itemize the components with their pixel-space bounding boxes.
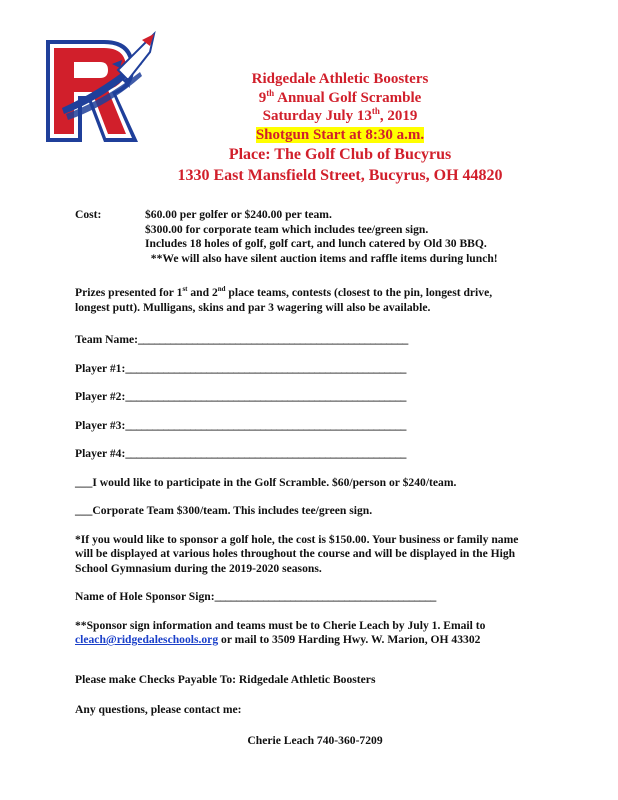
field-label: Team Name: bbox=[75, 333, 139, 346]
sponsor-paragraph bbox=[75, 533, 555, 577]
date-suffix: th bbox=[371, 106, 380, 116]
option-blank[interactable]: ___ bbox=[75, 475, 93, 489]
option-text: Corporate Team $300/team. This includes tee/green sign. bbox=[92, 504, 373, 517]
cost-line: Includes 18 holes of golf, golf cart, and lunch catered by Old 30 BBQ. bbox=[145, 237, 487, 250]
field-blank[interactable]: ____________________________________________________ bbox=[125, 447, 406, 460]
field-blank[interactable]: __________________________________________________ bbox=[138, 333, 408, 346]
annual-suffix: th bbox=[266, 87, 275, 98]
field-blank[interactable]: ____________________________________________________ bbox=[125, 418, 406, 432]
cost-line: $60.00 per golfer or $240.00 per team. bbox=[145, 208, 332, 221]
annual-number: 9 bbox=[258, 89, 267, 106]
sponsor-line: will be displayed at various holes throughout the course and will be displayed in the High bbox=[75, 547, 516, 560]
event-address: 1330 East Mansfield Street, Bucyrus, OH 44820 bbox=[177, 167, 503, 184]
cost-line: $300.00 for corporate team which includes tee/green sign. bbox=[145, 222, 429, 236]
player-3-field[interactable] bbox=[75, 419, 555, 434]
player-2-field[interactable] bbox=[75, 390, 555, 405]
option-participate[interactable] bbox=[75, 476, 555, 491]
hole-sponsor-field[interactable] bbox=[75, 590, 555, 605]
annual-title: Annual Golf Scramble bbox=[274, 89, 422, 106]
cost-line: **We will also have silent auction items and raffle items during lunch! bbox=[145, 251, 498, 265]
event-date bbox=[150, 107, 530, 126]
option-text: I would like to participate in the Golf Scramble. $60/person or $240/team. bbox=[92, 475, 457, 489]
option-blank[interactable]: ___ bbox=[75, 504, 93, 517]
deadline-line: **Sponsor sign information and teams must be to Cherie Leach by July 1. Email to bbox=[75, 618, 486, 632]
field-blank[interactable]: ____________________________________________________ bbox=[125, 361, 406, 375]
contact-name-phone: Cherie Leach 740-360-7209 bbox=[247, 733, 383, 747]
field-label: Name of Hole Sponsor Sign: bbox=[75, 590, 215, 603]
event-place: Place: The Golf Club of Bucyrus bbox=[228, 146, 452, 163]
deadline-paragraph bbox=[75, 619, 555, 648]
prizes-text-mid: and 2 bbox=[187, 286, 218, 299]
form-body bbox=[75, 208, 555, 748]
org-name: Ridgedale Athletic Boosters bbox=[251, 71, 429, 87]
cost-section bbox=[75, 208, 555, 266]
mail-address: or mail to 3509 Harding Hwy. W. Marion, OH 43302 bbox=[218, 633, 481, 646]
prizes-line-2: longest putt). Mulligans, skins and par 3 wagering will also be available. bbox=[75, 300, 431, 314]
cost-label: Cost: bbox=[75, 208, 102, 221]
field-label: Player #3: bbox=[75, 418, 126, 432]
date-year: , 2019 bbox=[379, 108, 418, 124]
field-blank[interactable]: ____________________________________________________ bbox=[125, 390, 406, 403]
field-label: Player #4: bbox=[75, 447, 126, 460]
team-name-field[interactable] bbox=[75, 333, 555, 348]
prizes-text-end: place teams, contests (closest to the pin, longest drive, bbox=[225, 286, 493, 299]
field-label: Player #1: bbox=[75, 361, 126, 375]
option-corporate[interactable] bbox=[75, 504, 555, 519]
prizes-sup-first: st bbox=[182, 285, 188, 294]
prizes-sup-second: nd bbox=[217, 285, 226, 294]
checks-payable: Please make Checks Payable To: Ridgedale Athletic Boosters bbox=[75, 672, 376, 686]
player-1-field[interactable] bbox=[75, 362, 555, 377]
prizes-paragraph bbox=[75, 286, 555, 315]
date-text: Saturday July 13 bbox=[262, 108, 372, 124]
questions-contact: Any questions, please contact me: bbox=[75, 703, 242, 716]
registration-fields bbox=[75, 333, 555, 462]
shotgun-start: Shotgun Start at 8:30 a.m. bbox=[255, 126, 425, 143]
player-4-field[interactable] bbox=[75, 447, 555, 462]
field-blank[interactable]: _________________________________________ bbox=[214, 590, 436, 603]
rocket-r-icon bbox=[42, 30, 162, 148]
event-header bbox=[150, 70, 530, 186]
field-label: Player #2: bbox=[75, 390, 126, 403]
sponsor-line: *If you would like to sponsor a golf hole, the cost is $150.00. Your business or family name bbox=[75, 532, 519, 546]
rocket-R-logo bbox=[42, 30, 162, 148]
cost-lines bbox=[145, 208, 555, 266]
sponsor-line: School Gymnasium during the 2019-2020 seasons. bbox=[75, 561, 322, 575]
prizes-text: Prizes presented for 1 bbox=[75, 286, 183, 299]
email-link[interactable]: cleach@ridgedaleschools.org bbox=[75, 633, 219, 646]
event-title bbox=[150, 89, 530, 108]
